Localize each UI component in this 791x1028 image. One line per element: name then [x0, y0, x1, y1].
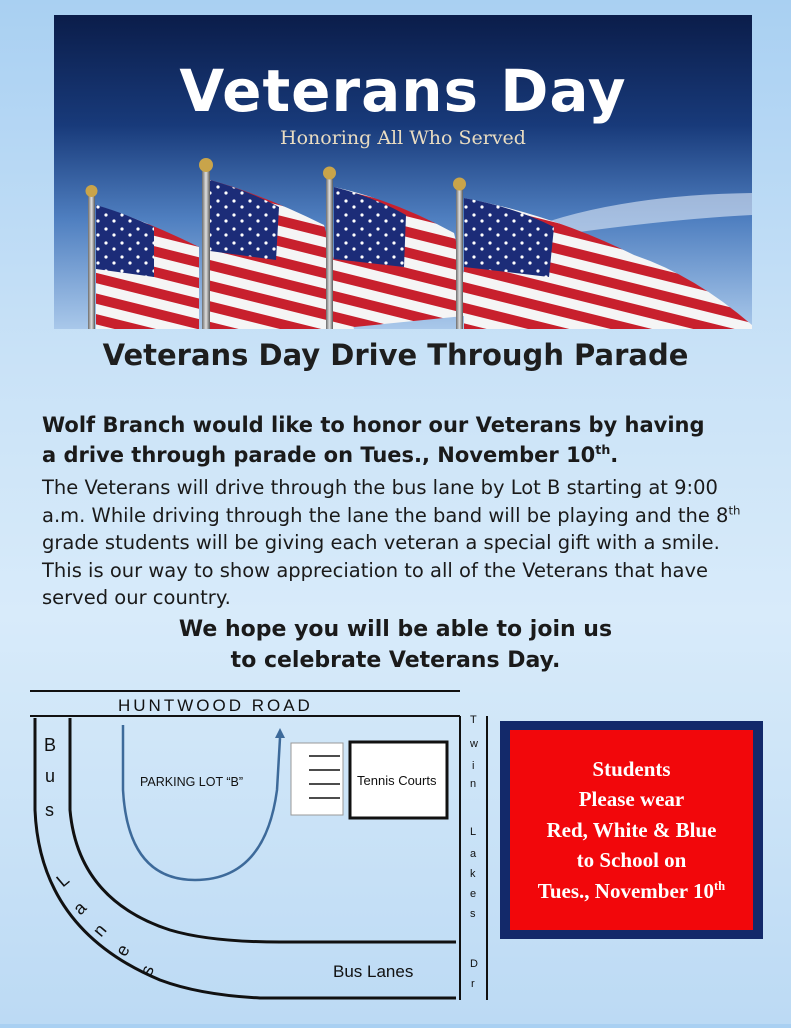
- notice-line-5: [510, 876, 753, 907]
- notice-line-4: to School on: [576, 848, 687, 873]
- side-letter-a: a: [69, 897, 91, 919]
- bus-lanes-label: Bus Lanes: [333, 962, 414, 981]
- tennis-courts-label: Tennis Courts: [357, 773, 437, 788]
- body-text-part-2: grade students will be giving each veteran a special gift with a smile. This is our way to show appreciation to all of the Veterans that have served our country.: [42, 531, 720, 609]
- twin-letter-w: w: [470, 738, 478, 750]
- side-letter-s: s: [45, 800, 54, 820]
- twin-letter-a: a: [470, 848, 477, 860]
- side-letter-e: e: [111, 940, 134, 960]
- side-letter-n: n: [88, 919, 111, 941]
- closing-line-2: to celebrate Veterans Day.: [230, 648, 561, 673]
- twin-letter-s: s: [470, 908, 476, 920]
- veterans-day-banner: [54, 15, 752, 329]
- parking-lot-label: PARKING LOT “B”: [140, 775, 244, 789]
- intro-paragraph: [42, 410, 762, 470]
- side-letter-s2: s: [136, 962, 158, 978]
- notice-line-2: Please wear: [578, 787, 685, 812]
- parade-route-map: [0, 680, 500, 1024]
- twin-letter-L: L: [470, 826, 477, 838]
- twin-letter-T: T: [470, 714, 477, 726]
- flag-1: [86, 185, 200, 329]
- notice-line-1: Students: [592, 756, 671, 781]
- intro-line-2: [42, 440, 762, 470]
- flag-3: [323, 167, 474, 330]
- intro-line-2-text: a drive through parade on Tues., November 10: [42, 443, 596, 467]
- side-letter-B: B: [44, 735, 57, 755]
- twin-letter-r: r: [471, 978, 475, 990]
- notice-date-text: Tues., November 10: [537, 878, 714, 903]
- twin-letter-n: n: [470, 778, 477, 790]
- body-text-part-1: The Veterans will drive through the bus lane by Lot B starting at 9:00 a.m. While driving through the lane the band will be playing and the 8: [42, 476, 729, 527]
- closing-line-1: We hope you will be able to join us: [178, 617, 613, 642]
- notice-line-3: Red, White & Blue: [546, 817, 717, 842]
- intro-line-2-end: .: [610, 443, 619, 467]
- twin-letter-i: i: [472, 760, 475, 772]
- side-letter-u: u: [45, 766, 56, 786]
- closing-message: [0, 614, 791, 676]
- banner-subtitle: Honoring All Who Served: [280, 127, 526, 149]
- map-lines: [0, 680, 500, 1024]
- body-paragraph: [42, 474, 762, 612]
- body-superscript: th: [728, 503, 741, 517]
- intro-line-1: Wolf Branch would like to honor our Veterans by having: [42, 413, 705, 437]
- twin-letter-k: k: [470, 868, 476, 880]
- notice-panel: [510, 730, 753, 930]
- side-letter-L: L: [52, 869, 73, 891]
- dress-code-notice: [500, 721, 763, 939]
- twin-letter-e: e: [470, 888, 477, 900]
- intro-superscript: th: [595, 442, 611, 457]
- twin-letter-D: D: [470, 958, 478, 970]
- banner-title: Veterans Day: [179, 57, 627, 125]
- page-heading: Veterans Day Drive Through Parade: [102, 338, 689, 372]
- notice-superscript: th: [713, 878, 726, 893]
- road-label: HUNTWOOD ROAD: [118, 696, 313, 715]
